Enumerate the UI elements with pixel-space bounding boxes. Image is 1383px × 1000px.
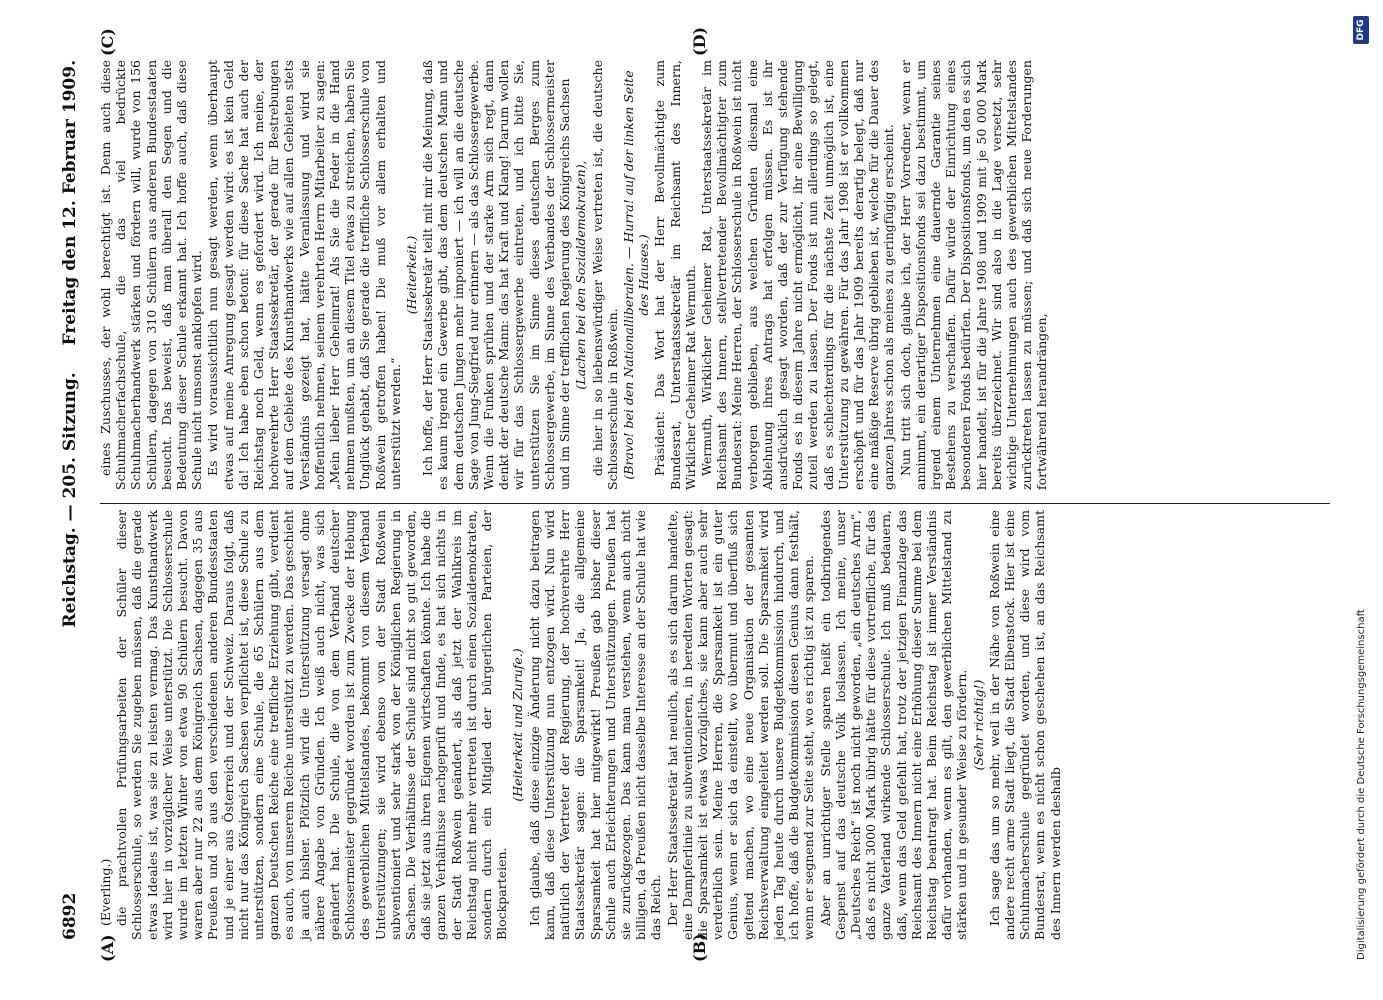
right-text-column — [98, 60, 1051, 490]
session-title: Reichstag. — 205. Sitzung. — [60, 372, 80, 628]
paragraph: Wermuth, Wirklicher Geheimer Rat, Unterstaatssekretär im Reichsamt des Innern, stellvertretender Bevollmächtigter zum Bundesrat: Meine Herren, der Schlosserschule in Roßwein ist nicht verborgen geblieben, aus welchen Gründen diesmal eine Ablehnung ihres Antrags hat erfolgen müssen. Es ist ihr ausdrücklich gesagt worden, daß der zur Verfügung stehende Fonds es in diesem Jahre nicht ermöglicht, ihr eine Bewilligung zuteil werden zu lassen. Der Fonds ist nun allerdings so gelegt, daß es schlechterdings für die nächste Zeit unmöglich ist, eine Unterstützung zu gewähren. Für das Jahr 1908 ist er vollkommen erschöpft und für das Jahr 1909 bereits derartig belegt, daß nur eine mäßige Reserve übrig geblieben ist, welche für die Dauer des ganzen Jahres schon als meines zu geringfügig erscheint. — [698, 60, 897, 490]
page-header — [60, 60, 92, 940]
left-text-column — [98, 510, 1064, 940]
paragraph: Der Herr Staatssekretär hat neulich, als es sich darum handelte, eine Dampferlinie zu subventionieren, in beredten Worten gesagt: die Sparsamkeit ist etwas Vorzügliches, sie kann aber auch sehr verderblich sein. Meine Herren, die Sparsamkeit ist ein guter Genius, wenn er sich da einstellt, wo übermut und überfluß sich geltend machen, wo eine neue Organisation der gesamten Reichsverwaltung eingeleitet werden soll. Die Sparsamkeit wird jeden Tag heute durch unsere Budgetkommission hindurch, und ich hoffe, daß die Budgetkommission diesen Genius dann festhält, wenn er segnend zur Seite steht, wo es richtig ist zu sparen. — [664, 510, 817, 940]
column-divider — [100, 503, 1330, 504]
paragraph: Präsident: Das Wort hat der Herr Bevollmächtigte zum Bundesrat, Unterstaatssekretär im Reichsamt des Innern, Wirklicher Geheimer Rat Wermuth. — [652, 60, 698, 490]
paragraph: Ich sage das um so mehr, weil in der Nähe von Roßwein eine andere recht arme Stadt liegt, die Stadt Eibenstock. Hier ist eine Schuhmacherschule gegründet worden, und diese wird vom Bundesrat, wenn es nicht schon geschehen ist, an das Reichsamt des Innern werden deshalb — [986, 510, 1063, 940]
interjection: (Heiterkeit und Zurufe.) — [510, 648, 526, 802]
page-number: 6892 — [60, 892, 80, 940]
paragraph: Ich glaube, daß diese einzige Änderung nicht dazu beitragen kann, daß diese Unterstützung nun entzogen wird. Nun wird natürlich der Vertreter der Regierung, der hochverehrte Herr Staatssekretär sagen: die Sparsamkeit! Ja, die allgemeine Sparsamkeit hat hier mitgewirkt! Preußen gab bisher dieser Schule auch Erleichterungen und Unterstützungen. Preußen hat sie zurückgezogen. Das kann man verstehen, wenn auch nicht billigen, da Preußen nicht dasselbe Interesse an der Schule hat wie das Reich. — [526, 510, 664, 940]
paragraph: Es wird voraussichtlich nun gesagt werden, wenn überhaupt etwas auf meine Anregung gesagt werden wird: es ist kein Geld da! Ich habe eben schon betont: für diese Sache hat auch der Reichstag noch Geld, wenn es gefordert wird. Ich meine, der hochverehrte Herr Staatssekretär, der gerade für Bestrebungen auf dem Gebiete des Kunsthandwerks wie auf allen Gebieten stets Verständnis gezeigt hat, hätte Veranlassung und wird sie hoffentlich nehmen, seinem verehrten Herrn Mitarbeiter zu sagen: „Mein lieber Herr Geheimrat! Als Sie die Feder in die Hand nehmen mußten, um an diesem Titel etwas zu streichen, haben Sie Unglück gehabt, daß Sie gerade die treffliche Schlosserschule von Roßwein getroffen haben! Die muß vor allem erhalten und unterstützt werden.“ — [205, 60, 403, 490]
paragraph: die hier in so liebenswürdiger Weise vertreten ist, die deutsche Schlosserschule in Roßwein. — [589, 60, 620, 490]
dfg-logo: DFG — [1353, 16, 1369, 44]
digitization-footer — [1350, 0, 1376, 1000]
interjection: (Heiterkeit.) — [404, 235, 420, 315]
paragraph: eines Zuschusses, der wohl berechtigt ist. Denn auch diese Schuhmacherfachschule, die das viel bedrückte Schuhmacherhandwerk stärken und fördern will, wurde von 156 Schülern, dagegen von 310 Schülern aus anderen Bundesstaaten besucht. Das beweist, daß man überall den Segen und die Bedeutung dieser Schule erkannt hat. Ich hoffe auch, daß diese Schule nicht umsonst anklopfen wird. — [98, 60, 205, 490]
paragraph: Nun tritt sich doch, glaube ich, der Herr Vorredner, wenn er annimmt, ein derartiger Dispositionsfonds sei dazu bestimmt, um irgend einem Unternehmen eine dauernde Garantie seines Bestehens zu verschaffen. Dafür würde der Einrichtung eines besonderen Fonds bedürfen. Der Dispositionsfonds, um den es sich hier handelt, ist für die Jahre 1908 und 1909 mit je 50 000 Mark bereits überzeichnet. Wir sind also in die Lage versetzt, sehr wichtige Unternehmungen auch des gewerblichen Mittelstandes zurücktreten lassen zu müssen; und daß sich neue Forderungen fortwährend herandrängen, — [897, 60, 1050, 490]
paragraph: Aber an unrichtiger Stelle sparen heißt ein todbringendes Gespenst auf das deutsche Volk loslassen. Ich meine, unser „Deutsches Reich“ ist noch nicht geworden, „ein deutsches Arm“, daß es nicht 3000 Mark übrig hätte für diese vortreffliche, für das ganze Vaterland wirkende Schlosserschule. Ich muß bedauern, daß, wenn das Geld gefehlt hat, trotz der jetzigen Finanzlage das Reichsamt des Innern nicht eine Erhöhung dieser Summe bei dem Reichstag beantragt hat. Beim Reichstag ist immer Verständnis dafür vorhanden, wenn es gilt, den gewerblichen Mittelstand zu stärken und in gesunder Weise zu fördern. — [817, 510, 970, 940]
session-date: Freitag den 12. Februar 1909. — [60, 60, 80, 346]
interjection: (Lachen bei den Sozialdemokraten), — [573, 160, 589, 390]
paragraph: die prachtvollen Prüfungsarbeiten der Schüler dieser Schlosserschule, so werden Sie zugeben müssen, daß die gerade etwas Ideales ist, was sie zu leisten vermag. Das Kunsthandwerk wird hier in vorzüglicher Weise unterstützt. Die Schlosserschule wurde im letzten Winter von etwa 90 Schülern besucht. Davon waren aber nur 22 aus dem Königreich Sachsen, dagegen 35 aus Preußen und 30 aus den verschiedenen anderen Bundesstaaten und je einer aus Österreich und der Schweiz. Daraus folgt, daß nicht nur das Königreich Sachsen verpflichtet ist, diese Schule zu unterstützen, sondern eine Schule, die 65 Schülern aus dem ganzen Deutschen Reiche eine treffliche Erziehung gibt, verdient es auch, von unserem Reiche unterstützt zu werden. Das geschieht ja auch bisher. Plötzlich wird die Unterstützung versagt ohne nähere Angabe von Gründen. Ich weiß auch nicht, was sich geändert hat. Die Schule, die von dem Verband deutscher Schlossermeister gegründet worden ist zum Zwecke der Hebung des gewerblichen Mittelstandes, bekommt von diesem Verband Unterstützungen; sie wird ebenso von der Stadt Roßwein subventioniert und sehr stark von der Königlichen Regierung in Sachsen. Die Verhältnisse der Schule sind nicht so gut geworden, daß sie jetzt aus ihren Eigenen wirtschaften könnte. Ich habe die ganzen Verhältnisse nachgeprüft und finde, es hat sich nichts in der Stadt Roßwein geändert, als daß jetzt der Wahlkreis im Reichstag nicht mehr vertreten ist durch einen Sozialdemokraten, sondern durch ein Mitglied der bürgerlichen Parteien, der Blockparteien. — [114, 510, 510, 940]
funding-credit: Digitalisierung gefördert durch die Deutsche Forschungsgemeinschaft — [1356, 609, 1367, 960]
margin-marker-c: (C) — [98, 28, 117, 56]
interjection: (Bravo! bei den Nationalliberalen. — Hurra! auf der linken Seite des Hauses.) — [620, 70, 652, 480]
speaker-name: (Everling.) — [98, 858, 113, 926]
margin-marker-b: (B) — [690, 933, 709, 962]
paragraph: Ich hoffe, der Herr Staatssekretär teilt mit mir die Meinung, daß es kaum irgend ein Gewerbe gibt, das dem deutschen Mann und dem deutschen Jungen mehr imponiert — ich will an die deutsche Sage von Jung-Siegfried nur erinnern — als das Schlossergewerbe. Wenn die Funken sprühen und der starke Arm sich regt, dann denkt der deutsche Mann: das hat Kraft und Klang! Darum wollen wir für das Schlossergewerbe eintreten, und ich bitte Sie, unterstützen Sie im Sinne dieses deutschen Berges zum Schlossergewerbe, im Sinne des Verbandes der Schlossermeister und im Sinne der trefflichen Regierung des Königreichs Sachsen — [420, 60, 573, 490]
margin-marker-a: (A) — [98, 934, 117, 962]
margin-marker-d: (D) — [690, 26, 709, 56]
interjection: (Sehr richtig!) — [970, 679, 986, 771]
